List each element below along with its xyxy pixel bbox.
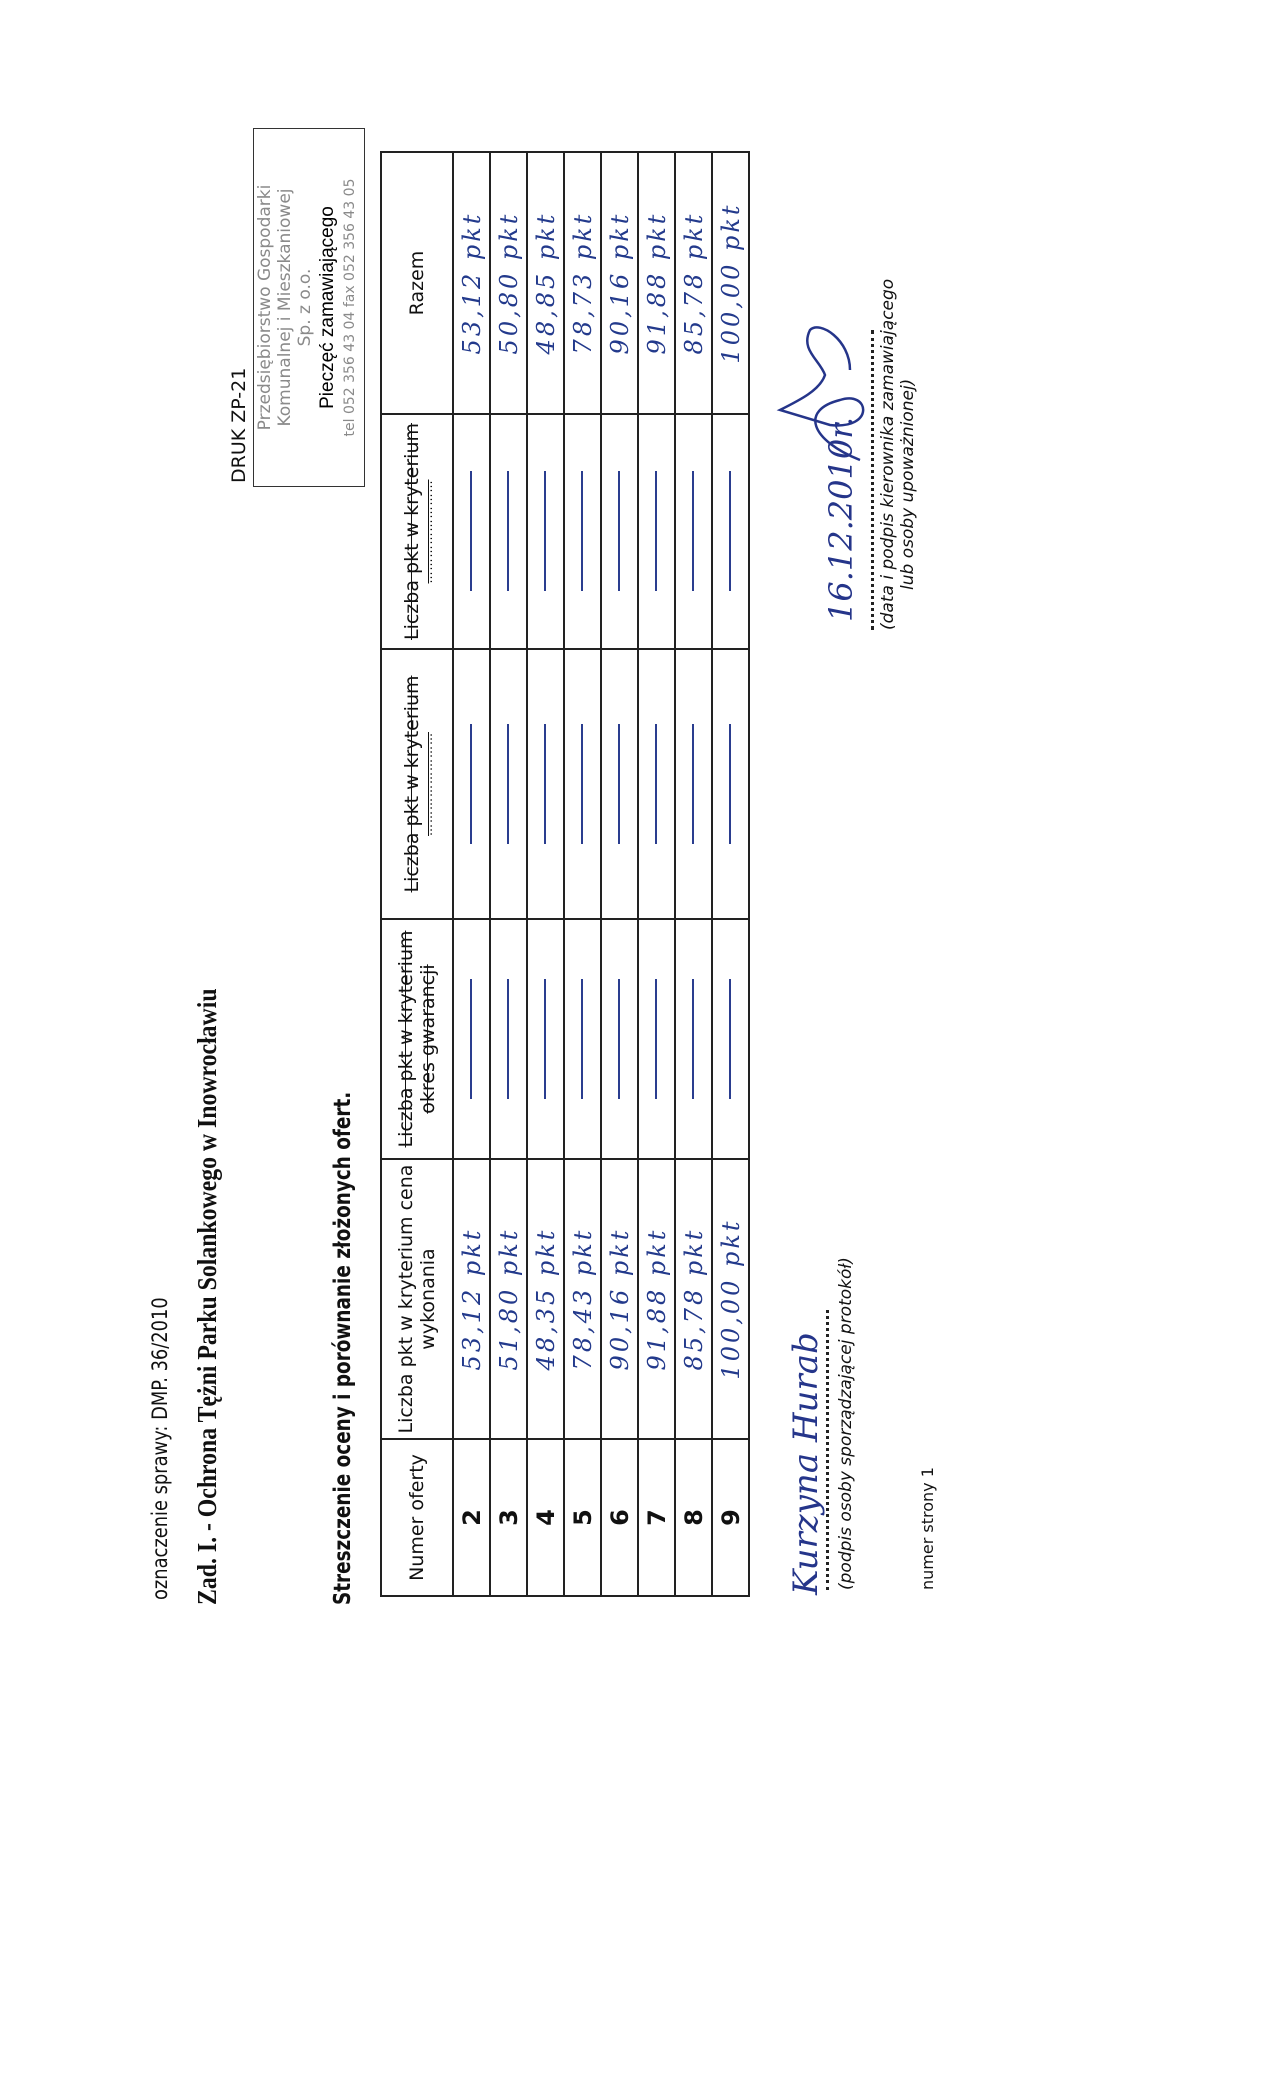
total-points-cell: 48,85 pkt — [527, 152, 564, 414]
dash-mark — [729, 724, 731, 844]
table-row — [601, 152, 638, 1596]
stamp-line: Komunalnej i Mieszkaniowej — [275, 188, 295, 427]
price-points-cell: 85,78 pkt — [675, 1159, 712, 1439]
warranty-points-cell — [601, 919, 638, 1159]
dash-mark — [544, 724, 546, 844]
col-label: Liczba pkt w kryterium — [401, 423, 423, 640]
criterion-3-cell — [675, 649, 712, 919]
dash-mark — [618, 979, 620, 1099]
price-points-cell: 51,80 pkt — [490, 1159, 527, 1439]
col-label: Liczba pkt w kryterium — [401, 675, 423, 893]
table-header-row — [381, 152, 453, 1596]
total-points-cell: 100,00 pkt — [712, 152, 749, 414]
preparer-signature: Kurzyna Hurab — [786, 1332, 826, 1595]
approval-date: 16.12.2010r. — [822, 416, 860, 622]
offer-number-cell: 8 — [675, 1439, 712, 1596]
offers-table — [380, 151, 750, 1597]
offer-number-cell: 6 — [601, 1439, 638, 1596]
criterion-4-cell — [712, 414, 749, 649]
dash-mark — [507, 472, 509, 592]
col-price: Liczba pkt w kryterium cena wykonania — [381, 1159, 453, 1439]
form-code: DRUK ZP-21 — [228, 367, 250, 483]
offer-number-cell: 7 — [638, 1439, 675, 1596]
criterion-3-cell — [564, 649, 601, 919]
stamp-line: Sp. z o.o. — [295, 268, 315, 347]
criterion-4-cell — [638, 414, 675, 649]
price-points-cell: 78,43 pkt — [564, 1159, 601, 1439]
price-points-cell: 53,12 pkt — [453, 1159, 490, 1439]
dash-mark — [544, 472, 546, 592]
dash-mark — [655, 724, 657, 844]
offer-number-cell: 2 — [453, 1439, 490, 1596]
total-points-cell: 85,78 pkt — [675, 152, 712, 414]
criterion-3-cell — [712, 649, 749, 919]
table-row — [490, 152, 527, 1596]
approver-signature — [770, 310, 880, 470]
warranty-points-cell — [564, 919, 601, 1159]
price-points-cell: 48,35 pkt — [527, 1159, 564, 1439]
table-row — [712, 152, 749, 1596]
total-points-cell: 90,16 pkt — [601, 152, 638, 414]
dash-mark — [581, 979, 583, 1099]
approval-caption: lub osoby upoważnionej) — [898, 378, 918, 590]
col-label: Liczba pkt w kryterium okres gwarancji — [395, 930, 439, 1148]
table-row — [527, 152, 564, 1596]
col-warranty — [381, 919, 453, 1159]
offer-number-cell: 4 — [527, 1439, 564, 1596]
dash-mark — [692, 979, 694, 1099]
table-row — [638, 152, 675, 1596]
signature-line — [871, 330, 874, 630]
criterion-4-cell — [564, 414, 601, 649]
warranty-points-cell — [638, 919, 675, 1159]
document-title: Zad. I. - Ochrona Tężni Parku Solankowego w Inowrocławiu — [192, 988, 222, 1605]
dash-mark — [470, 979, 472, 1099]
price-points-cell: 100,00 pkt — [712, 1159, 749, 1439]
document-subtitle: Streszczenie oceny i porównanie złożonych ofert. — [330, 1091, 356, 1605]
offer-number-cell: 9 — [712, 1439, 749, 1596]
table-row — [453, 152, 490, 1596]
criterion-4-cell — [490, 414, 527, 649]
price-points-cell: 91,88 pkt — [638, 1159, 675, 1439]
total-points-cell: 78,73 pkt — [564, 152, 601, 414]
col-dots: …………………… — [421, 479, 435, 584]
warranty-points-cell — [675, 919, 712, 1159]
dash-mark — [692, 724, 694, 844]
criterion-3-cell — [453, 649, 490, 919]
col-total: Razem — [381, 152, 453, 414]
dash-mark — [507, 724, 509, 844]
dash-mark — [581, 472, 583, 592]
criterion-4-cell — [675, 414, 712, 649]
approval-caption: (data i podpis kierownika zamawiającego — [878, 278, 898, 630]
criterion-4-cell — [527, 414, 564, 649]
page-number: numer strony 1 — [918, 1467, 937, 1590]
dash-mark — [544, 979, 546, 1099]
dash-mark — [618, 724, 620, 844]
col-offer-number: Numer oferty — [381, 1439, 453, 1596]
dash-mark — [655, 472, 657, 592]
criterion-4-cell — [453, 414, 490, 649]
preparer-caption: (podpis osoby sporządzającej protokół) — [836, 1257, 856, 1590]
offer-number-cell: 5 — [564, 1439, 601, 1596]
criterion-4-cell — [601, 414, 638, 649]
col-dots: …………………… — [421, 732, 435, 836]
warranty-points-cell — [490, 919, 527, 1159]
warranty-points-cell — [527, 919, 564, 1159]
price-points-cell: 90,16 pkt — [601, 1159, 638, 1439]
total-points-cell: 53,12 pkt — [453, 152, 490, 414]
warranty-points-cell — [712, 919, 749, 1159]
dash-mark — [729, 979, 731, 1099]
col-criterion-4 — [381, 414, 453, 649]
stamp-line: tel 052 356 43 04 fax 052 356 43 05 — [342, 178, 358, 437]
criterion-3-cell — [527, 649, 564, 919]
col-criterion-3 — [381, 649, 453, 919]
signature-line — [826, 1310, 829, 1590]
total-points-cell: 50,80 pkt — [490, 152, 527, 414]
table-row — [675, 152, 712, 1596]
dash-mark — [618, 472, 620, 592]
warranty-points-cell — [453, 919, 490, 1159]
company-stamp — [253, 128, 365, 487]
dash-mark — [729, 472, 731, 592]
criterion-3-cell — [490, 649, 527, 919]
stamp-line: Przedsiębiorstwo Gospodarki — [255, 184, 275, 431]
table-row — [564, 152, 601, 1596]
criterion-3-cell — [638, 649, 675, 919]
dash-mark — [581, 724, 583, 844]
dash-mark — [692, 472, 694, 592]
offer-number-cell: 3 — [490, 1439, 527, 1596]
dash-mark — [470, 724, 472, 844]
stamp-label: Pieczęć zamawiającego — [317, 206, 338, 409]
dash-mark — [470, 472, 472, 592]
dash-mark — [507, 979, 509, 1099]
case-reference: oznaczenie sprawy: DMP. 36/2010 — [148, 1297, 172, 1600]
total-points-cell: 91,88 pkt — [638, 152, 675, 414]
dash-mark — [655, 979, 657, 1099]
criterion-3-cell — [601, 649, 638, 919]
